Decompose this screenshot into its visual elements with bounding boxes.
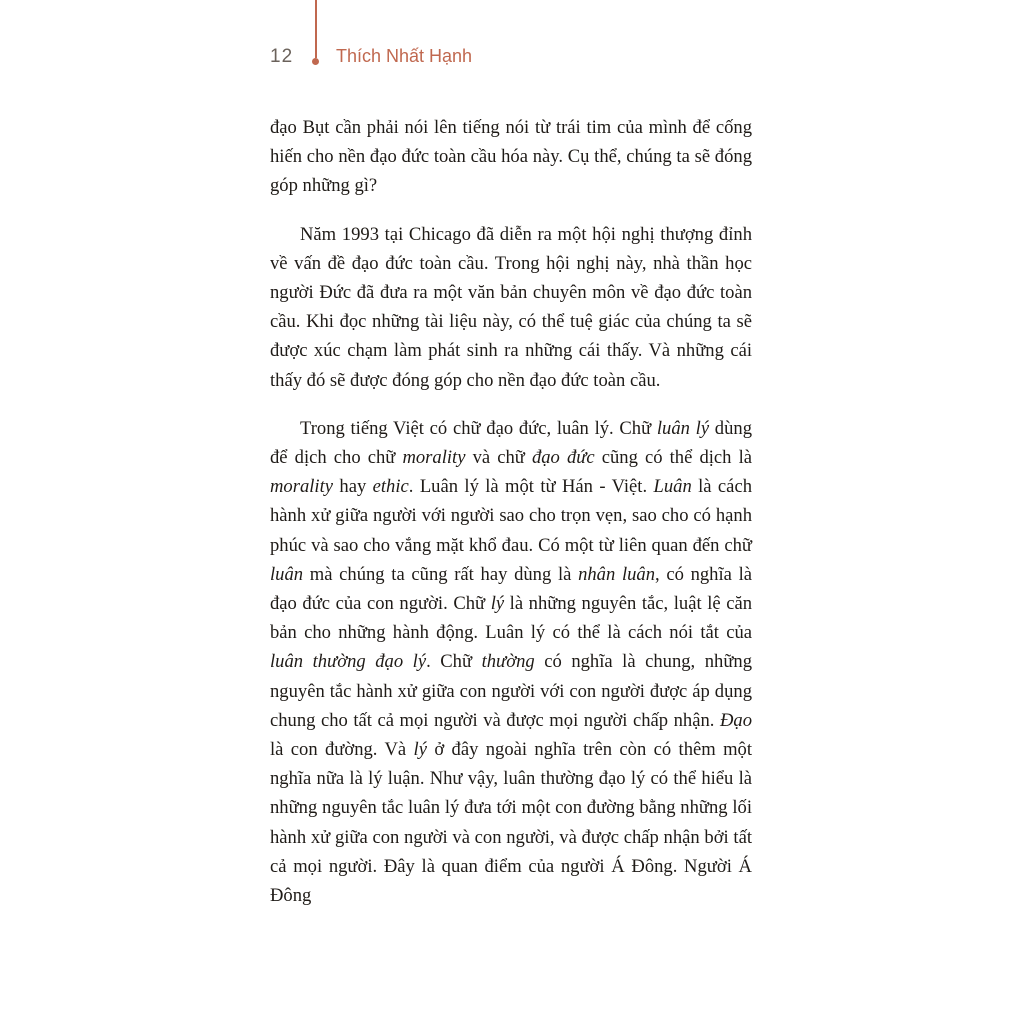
text-run: Trong tiếng Việt có chữ đạo đức, luân lý. Chữ bbox=[300, 417, 657, 439]
text-run: hay bbox=[333, 476, 373, 498]
text-run: mà chúng ta cũng rất hay dùng là bbox=[303, 563, 579, 585]
italic-term: nhân luân bbox=[578, 563, 655, 585]
text-run: dùng để dịch cho chữ bbox=[270, 417, 752, 469]
text-run: . Chữ bbox=[426, 651, 482, 673]
body-text bbox=[270, 113, 752, 929]
running-title: Thích Nhất Hạnh bbox=[336, 46, 473, 66]
italic-term: luân lý bbox=[656, 417, 710, 439]
italic-term: đạo đức bbox=[531, 447, 595, 469]
text-run: là những nguyên tắc, luật lệ căn bản cho những hành động. Luân lý có thể là cách nói tắt của bbox=[270, 593, 752, 644]
text-run: cũng có thể dịch là bbox=[594, 447, 752, 469]
italic-term: lý bbox=[490, 593, 505, 615]
text-run: là cách hành xử giữa người với người sao cho trọn vẹn, sao cho có hạnh phúc và sao cho vắng mặt khổ đau. Có một từ liên quan đến chữ bbox=[270, 476, 752, 556]
text-run: , có nghĩa là đạo đức của con người. Chữ bbox=[270, 563, 752, 615]
text-run: là con đường. Và bbox=[270, 739, 414, 761]
text-run: . Luân lý là một từ Hán - Việt. bbox=[408, 476, 654, 498]
text-run: có nghĩa là chung, những nguyên tắc hành xử giữa con người với con người được áp dụng chung cho tất cả mọi người và được mọi người chấp nhận. bbox=[270, 651, 753, 731]
text-run: Năm 1993 tại Chicago đã diễn ra một hội nghị thượng đỉnh về vấn đề đạo đức toàn cầu. Trong hội nghị này, nhà thần học người Đức đã đưa ra một văn bản chuyên môn về đạo đức toàn cầu. Khi đọc những tài liệu này, có thể tuệ giác của chúng ta sẽ được xúc chạm làm phát sinh ra những cái thấy. Và những cái thấy đó sẽ được đóng góp cho nền đạo đức toàn cầu. bbox=[270, 223, 752, 391]
italic-term: luân thường đạo lý bbox=[270, 651, 427, 673]
text-run: đạo Bụt cần phải nói lên tiếng nói từ trái tim của mình để cống hiến cho nền đạo đức toàn cầu hóa này. Cụ thể, chúng ta sẽ đóng góp những gì? bbox=[270, 117, 752, 197]
italic-term: Luân bbox=[653, 476, 692, 498]
italic-term: luân bbox=[270, 563, 304, 585]
paragraph-2 bbox=[270, 220, 752, 395]
paragraph-3 bbox=[270, 414, 752, 910]
italic-term: morality bbox=[402, 447, 466, 469]
italic-term: morality bbox=[270, 476, 334, 498]
italic-term: Đạo bbox=[719, 709, 752, 731]
page-number: 12 bbox=[270, 46, 294, 67]
header-divider-line bbox=[315, 0, 317, 58]
text-run: ở đây ngoài nghĩa trên còn có thêm một nghĩa nữa là lý luận. Như vậy, luân thường đạo lý có thể hiểu là những nguyên tắc luân lý đưa tới một con đường bằng những lối hành xử giữa con người và con người, và được chấp nhận bởi tất cả mọi người. Đây là quan điểm của người Á Đông. Người Á Đông bbox=[270, 739, 753, 907]
page-header bbox=[270, 0, 770, 80]
paragraph-1 bbox=[270, 113, 752, 201]
text-run: và chữ bbox=[465, 447, 532, 469]
italic-term: lý bbox=[413, 739, 427, 761]
italic-term: ethic bbox=[372, 476, 409, 498]
header-dot-ornament bbox=[312, 58, 319, 65]
italic-term: thường bbox=[481, 651, 535, 673]
